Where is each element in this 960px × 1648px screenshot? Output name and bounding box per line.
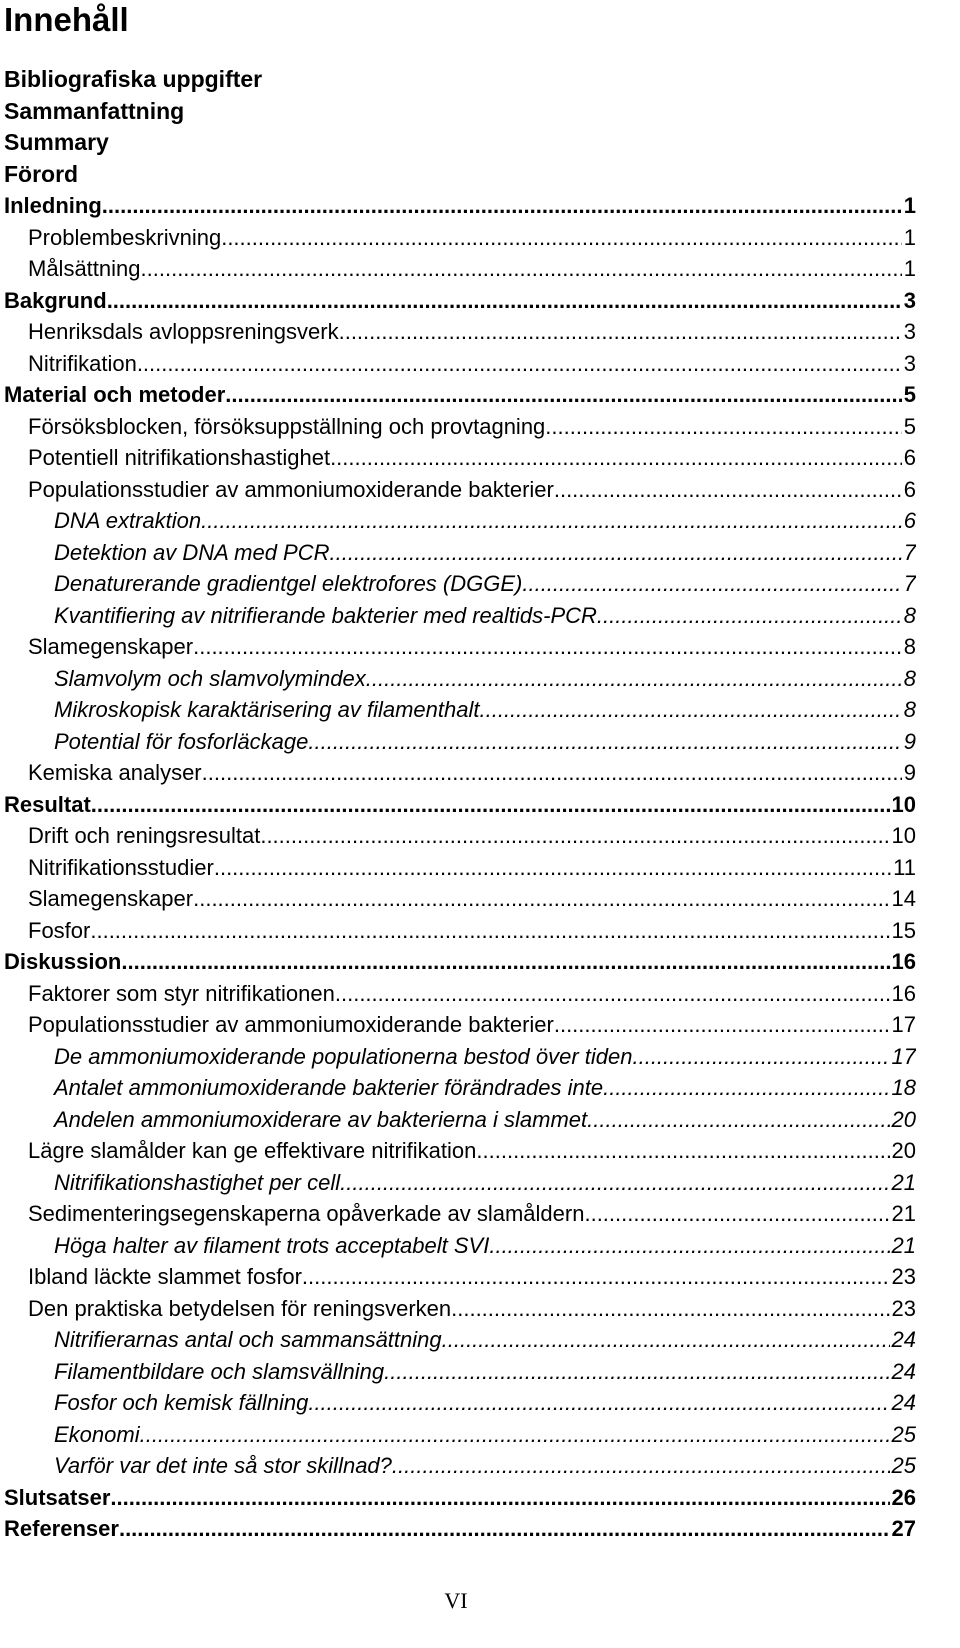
toc-entry-title: Drift och reningsresultat [28,823,261,848]
toc-entry[interactable] [4,1230,916,1262]
toc-entry-title: Potentiell nitrifikationshastighet [28,445,331,470]
toc-entry[interactable] [4,1009,916,1041]
toc-entry-title: Inledning [4,193,102,218]
toc-entry-page: 21 [891,1169,916,1195]
dot-leader [584,1198,889,1230]
toc-entry-title: Målsättning [28,256,141,281]
toc-entry-page: 1 [903,193,916,218]
toc-entry-page: 21 [891,1232,916,1258]
toc-entry[interactable] [4,1167,916,1199]
dot-leader [107,285,902,317]
dot-leader [225,379,901,411]
toc-entry-title: Material och metoder [4,382,226,407]
dot-leader [340,1167,889,1199]
toc-entry-title: Lägre slamålder kan ge effektivare nitrifikation [28,1138,477,1163]
toc-entry-title: Nitrifikation [28,350,137,376]
toc-entry-title: Populationsstudier av ammoniumoxiderande bakterier [28,1012,554,1037]
dot-leader [522,568,901,600]
toc-entry-page: 24 [891,1327,916,1352]
toc-entry-page: 14 [891,886,916,911]
toc-entry-page: 20 [891,1138,916,1163]
dot-leader [330,442,902,474]
dot-leader [442,1324,890,1356]
toc-entry-page: 9 [903,760,916,785]
toc-entry-title: Filamentbildare och slamsvällning [54,1358,385,1384]
toc-entry[interactable] [4,316,916,348]
toc-entry-title: Andelen ammoniumoxiderare av bakterierna i slammet [54,1106,588,1132]
toc-entry-page: 3 [903,319,916,344]
toc-entry[interactable] [4,285,916,317]
toc-entry[interactable] [4,820,916,852]
dot-leader [302,1261,890,1293]
toc-entry-title: Potential för fosforläckage [54,728,309,754]
toc-entry-title: Slamegenskaper [28,886,194,911]
toc-entry[interactable] [4,852,916,884]
toc-entry-page: 8 [903,665,916,691]
toc-entry-page: 20 [891,1106,916,1132]
toc-entry-page: 6 [903,445,916,470]
toc-entry[interactable] [4,757,916,789]
toc-entry[interactable] [4,946,916,978]
toc-entry-title: Ibland läckte slammet fosfor [28,1264,302,1289]
toc-entry[interactable] [4,568,916,600]
toc-entry-title: Den praktiska betydelsen för reningsverken [28,1295,452,1321]
toc-entry[interactable] [4,978,916,1010]
toc-entry[interactable] [4,1293,916,1325]
toc-entry[interactable] [4,1356,916,1388]
toc-entry-title: Kvantifiering av nitrifierande bakterier med realtids-PCR [54,602,597,628]
toc-entry-page: 7 [903,539,916,565]
dot-leader [489,1230,889,1262]
toc-entry-title: Referenser [4,1516,119,1541]
toc-entry-page: 8 [903,634,916,659]
toc-entry[interactable] [4,1513,916,1545]
toc-entry-title: Antalet ammoniumoxiderande bakterier förändrades inte [54,1075,604,1100]
toc-entry[interactable] [4,1041,916,1073]
dot-leader [330,537,902,569]
toc-entry-page: 23 [891,1264,916,1289]
dot-leader [603,1072,889,1104]
dot-leader [554,474,902,506]
toc-entry-page: 24 [891,1358,916,1384]
toc-entry[interactable] [4,1419,916,1451]
toc-entry-page: 5 [903,413,916,439]
toc-entry[interactable] [4,600,916,632]
dot-leader [141,253,902,285]
toc-entry-page: 17 [891,1043,916,1069]
toc-entry[interactable] [4,537,916,569]
front-matter-item[interactable]: Förord [4,160,79,187]
toc-entry-title: Resultat [4,791,91,817]
toc-entry-title: Problembeskrivning [28,224,222,250]
dot-leader [632,1041,889,1073]
toc-entry-page: 10 [891,823,916,848]
toc-entry-title: De ammoniumoxiderande populationerna bestod över tiden [54,1043,633,1069]
toc-entry-page: 18 [891,1075,916,1100]
dot-leader [201,505,902,537]
dot-leader [260,820,889,852]
toc-entry-page: 6 [903,508,916,533]
dot-leader [193,631,902,663]
toc-entry-page: 9 [903,728,916,754]
toc-entry-page: 7 [903,571,916,596]
toc-entry-page: 16 [891,949,916,974]
dot-leader [308,726,901,758]
toc-entry[interactable] [4,190,916,222]
toc-entry[interactable] [4,474,916,506]
toc-entry-page: 8 [903,602,916,628]
toc-entry-page: 27 [891,1516,916,1541]
toc-entry-title: Nitrifierarnas antal och sammansättning [54,1327,442,1352]
dot-leader [202,757,902,789]
dot-leader [554,1009,890,1041]
toc-entry-page: 6 [903,476,916,502]
toc-entry-title: Detektion av DNA med PCR [54,539,330,565]
toc-entry[interactable] [4,789,916,821]
toc-entry-title: Ekonomi [54,1421,140,1447]
toc-entry-title: Denaturerande gradientgel elektrofores (DGGE) [54,571,523,596]
toc-entry-title: Sedimenteringsegenskaperna opåverkade av slamåldern [28,1201,585,1226]
toc-entry-title: Bakgrund [4,287,107,313]
toc-entry-page: 1 [903,224,916,250]
toc-entry[interactable] [4,663,916,695]
dot-leader [214,852,891,884]
dot-leader [587,1104,889,1136]
toc-entry-title: Kemiska analyser [28,760,202,785]
toc-entry-title: Diskussion [4,949,122,974]
toc-entry[interactable] [4,411,916,443]
dot-leader [91,789,890,821]
toc-entry-title: Nitrifikationshastighet per cell [54,1169,341,1195]
toc-entry[interactable] [4,883,916,915]
toc-entry-title: Fosfor [28,917,91,943]
dot-leader [451,1293,889,1325]
toc-entry-title: DNA extraktion [54,508,202,533]
toc-entry-title: Försöksblocken, försöksuppställning och provtagning [28,413,546,439]
toc-entry-page: 17 [891,1012,916,1037]
toc-entry[interactable] [4,1387,916,1419]
toc-entry-page: 21 [891,1201,916,1226]
toc-entry[interactable] [4,1482,916,1514]
toc-entry-page: 26 [891,1484,916,1510]
dot-leader [110,1482,889,1514]
toc-entry[interactable] [4,1104,916,1136]
dot-leader [545,411,901,443]
toc-entry-title: Mikroskopisk karaktärisering av filamenthalt [54,697,480,722]
toc-entry-page: 25 [891,1421,916,1447]
toc-entry[interactable] [4,1261,916,1293]
toc-entry-page: 15 [891,917,916,943]
toc-entry[interactable] [4,915,916,947]
toc-entry-page: 3 [903,350,916,376]
dot-leader [121,946,889,978]
front-matter-item[interactable]: Sammanfattning [4,97,185,124]
toc-entry-title: Slamegenskaper [28,634,194,659]
toc-entry-page: 5 [903,382,916,407]
toc-entry-title: Slamvolym och slamvolymindex [54,665,366,691]
dot-leader [308,1387,889,1419]
toc-entry-title: Populationsstudier av ammoniumoxiderande bakterier [28,476,554,502]
toc-entry-title: Henriksdals avloppsreningsverk [28,319,339,344]
toc-entry[interactable] [4,379,916,411]
toc-entry-page: 10 [891,791,916,817]
front-matter-list [4,64,904,190]
front-matter-item[interactable]: Summary [4,129,109,155]
toc-entry[interactable] [4,1324,916,1356]
dot-leader [119,1513,890,1545]
dot-leader [384,1356,889,1388]
toc-entry-page: 23 [891,1295,916,1321]
dot-leader [335,978,890,1010]
dot-leader [392,1450,890,1482]
dot-leader [221,222,902,254]
toc-entry-page: 8 [903,697,916,722]
toc-entry-page: 16 [891,980,916,1006]
toc-entry-page: 3 [903,287,916,313]
dot-leader [597,600,902,632]
dot-leader [476,1135,889,1167]
toc-entry[interactable] [4,1135,916,1167]
toc-entry-title: Nitrifikationsstudier [28,854,214,880]
toc-entry-title: Fosfor och kemisk fällning [54,1390,309,1415]
toc-entry[interactable] [4,253,916,285]
front-matter-item[interactable]: Bibliografiska uppgifter [4,66,263,92]
toc-entry-title: Slutsatser [4,1484,111,1510]
toc-entry[interactable] [4,694,916,726]
toc-entry-page: 11 [893,854,916,880]
table-of-contents [4,190,916,1545]
toc-entry[interactable] [4,1072,916,1104]
toc-entry[interactable] [4,631,916,663]
dot-leader [193,883,889,915]
dot-leader [102,190,902,222]
toc-entry[interactable] [4,726,916,758]
toc-entry-page: 25 [891,1453,916,1478]
toc-entry[interactable] [4,222,916,254]
dot-leader [339,316,902,348]
toc-entry[interactable] [4,1198,916,1230]
toc-entry-title: Höga halter av filament trots acceptabelt SVI [54,1232,490,1258]
toc-entry-title: Faktorer som styr nitrifikationen [28,980,335,1006]
toc-entry[interactable] [4,505,916,537]
toc-title: Innehåll [4,1,129,38]
toc-entry[interactable] [4,1450,916,1482]
dot-leader [137,348,902,380]
toc-entry[interactable] [4,348,916,380]
toc-entry-page: 1 [903,256,916,281]
dot-leader [90,915,889,947]
page-number: VI [444,1588,468,1613]
dot-leader [366,663,902,695]
dot-leader [140,1419,890,1451]
toc-entry-title: Varför var det inte så stor skillnad? [54,1453,392,1478]
toc-entry-page: 24 [891,1390,916,1415]
toc-entry[interactable] [4,442,916,474]
dot-leader [480,694,902,726]
